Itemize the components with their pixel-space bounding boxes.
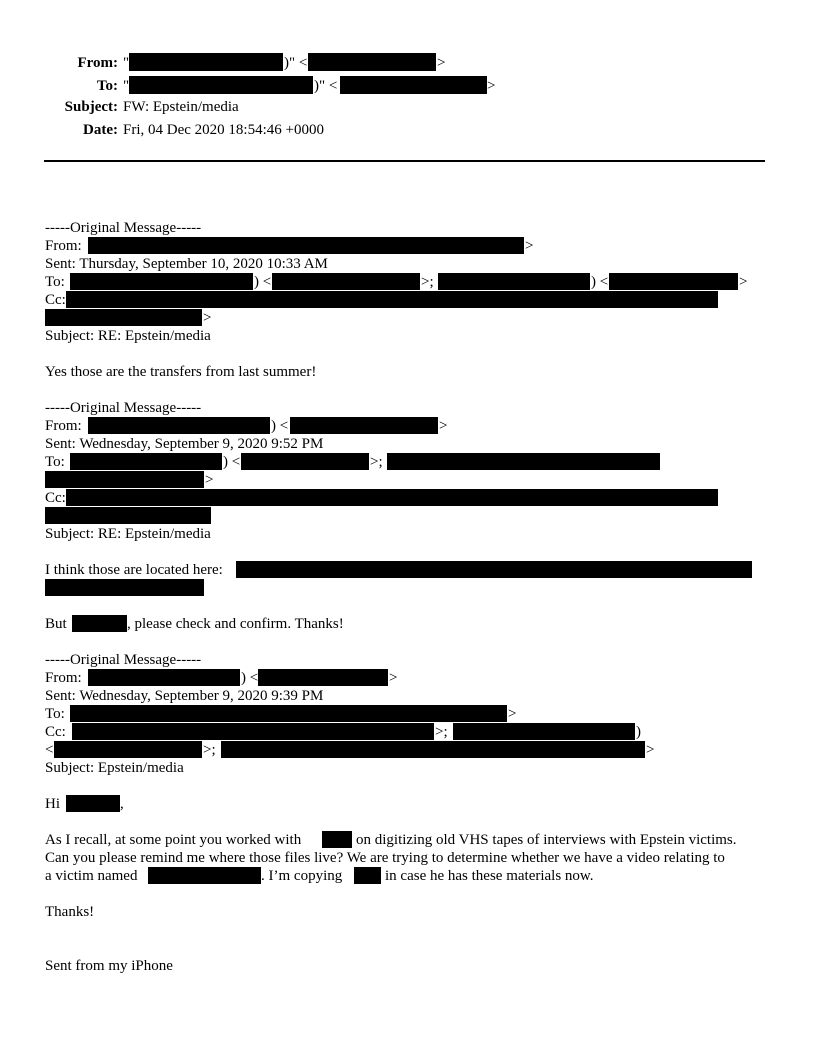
body-1: Yes those are the transfers from last summer! — [45, 364, 317, 380]
date-label: Date: — [83, 122, 118, 138]
from-line-3: From: — [45, 670, 82, 686]
separator-glyph: > — [439, 418, 448, 434]
redaction-box — [438, 273, 590, 290]
body-3-line-3c: in case he has these materials now. — [385, 868, 594, 884]
redaction-box — [290, 417, 438, 434]
subject-line-1: Subject: RE: Epstein/media — [45, 328, 211, 344]
body-2-line-2-suffix: , please check and confirm. Thanks! — [127, 616, 344, 632]
redaction-box — [88, 237, 524, 254]
to-line-2: To: — [45, 454, 65, 470]
body-3-line-1b: on digitizing old VHS tapes of interviews with Epstein victims. — [356, 832, 737, 848]
separator-glyph: >; — [435, 724, 448, 740]
greeting-suffix: , — [120, 796, 124, 812]
redaction-box — [66, 291, 718, 308]
redaction-box — [70, 453, 222, 470]
separator-2: -----Original Message----- — [45, 400, 202, 416]
thanks: Thanks! — [45, 904, 95, 920]
separator-3: -----Original Message----- — [45, 652, 202, 668]
redaction-box — [45, 471, 204, 488]
header-divider — [44, 160, 765, 162]
from-line-1: From: — [45, 238, 82, 254]
redaction-box — [453, 723, 635, 740]
redaction-box — [45, 309, 202, 326]
separator-glyph: < — [45, 742, 54, 758]
separator-glyph: ) < — [223, 454, 241, 470]
redaction-box — [72, 723, 434, 740]
redaction-box — [66, 795, 120, 812]
sent-line-2: Sent: Wednesday, September 9, 2020 9:52 PM — [45, 436, 324, 452]
separator-glyph: >; — [370, 454, 383, 470]
cc-line-2: Cc: — [45, 490, 66, 506]
separator-glyph: ) < — [271, 418, 289, 434]
separator-glyph: > — [646, 742, 655, 758]
redaction-box — [129, 76, 313, 94]
separator-glyph: > — [739, 274, 748, 290]
redaction-box — [241, 453, 369, 470]
redaction-box — [54, 741, 202, 758]
separator-glyph: ) < — [254, 274, 272, 290]
separator-1: -----Original Message----- — [45, 220, 202, 236]
subject-label: Subject: — [64, 99, 118, 115]
body-2-line-2-prefix: But — [45, 616, 67, 632]
redaction-box — [88, 417, 270, 434]
to-angle-close: > — [487, 78, 496, 94]
redaction-box — [70, 705, 507, 722]
cc-line-3: Cc: — [45, 724, 66, 740]
to-line-3: To: — [45, 706, 65, 722]
date-value: Fri, 04 Dec 2020 18:54:46 +0000 — [123, 122, 324, 138]
from-angle-close: > — [437, 55, 446, 71]
body-3-line-2: Can you please remind me where those files live? We are trying to determine whether we have a video relating to — [45, 850, 725, 866]
sent-line-1: Sent: Thursday, September 10, 2020 10:33 AM — [45, 256, 328, 272]
separator-glyph: ) — [636, 724, 641, 740]
separator-glyph: > — [203, 310, 212, 326]
from-quote-close: )" < — [284, 55, 308, 71]
redaction-box — [66, 489, 718, 506]
sent-line-3: Sent: Wednesday, September 9, 2020 9:39 PM — [45, 688, 324, 704]
separator-glyph: > — [508, 706, 517, 722]
redaction-box — [322, 831, 352, 848]
from-label: From: — [77, 55, 118, 71]
redaction-box — [45, 579, 204, 596]
separator-glyph: >; — [421, 274, 434, 290]
redaction-box — [258, 669, 388, 686]
body-3-line-3b: . I’m copying — [261, 868, 343, 884]
cc-line-1: Cc: — [45, 292, 66, 308]
subject-line-2: Subject: RE: Epstein/media — [45, 526, 211, 542]
redaction-box — [308, 53, 436, 71]
separator-glyph: >; — [203, 742, 216, 758]
redaction-box — [354, 867, 381, 884]
redaction-box — [70, 273, 253, 290]
redaction-box — [609, 273, 738, 290]
separator-glyph: > — [389, 670, 398, 686]
redaction-box — [148, 867, 261, 884]
redaction-box — [88, 669, 240, 686]
redaction-box — [129, 53, 283, 71]
separator-glyph: > — [205, 472, 214, 488]
body-2-line-1: I think those are located here: — [45, 562, 223, 578]
subject-line-3: Subject: Epstein/media — [45, 760, 184, 776]
from-line-2: From: — [45, 418, 82, 434]
body-3-line-3a: a victim named — [45, 868, 138, 884]
signature: Sent from my iPhone — [45, 958, 173, 974]
greeting-prefix: Hi — [45, 796, 60, 812]
body-3-line-1a: As I recall, at some point you worked with — [45, 832, 302, 848]
redaction-box — [387, 453, 660, 470]
to-label: To: — [96, 78, 118, 94]
redaction-box — [72, 615, 127, 632]
angle-close: > — [525, 238, 534, 254]
to-quote-close: )" < — [314, 78, 338, 94]
redaction-box — [340, 76, 487, 94]
separator-glyph: ) < — [241, 670, 259, 686]
redaction-box — [272, 273, 420, 290]
redaction-box — [236, 561, 752, 578]
redaction-box — [221, 741, 645, 758]
to-quote: " — [123, 78, 130, 94]
to-line-1: To: — [45, 274, 65, 290]
redaction-box — [45, 507, 211, 524]
subject-value: FW: Epstein/media — [123, 99, 239, 115]
from-quote: " — [123, 55, 130, 71]
separator-glyph: ) < — [591, 274, 609, 290]
